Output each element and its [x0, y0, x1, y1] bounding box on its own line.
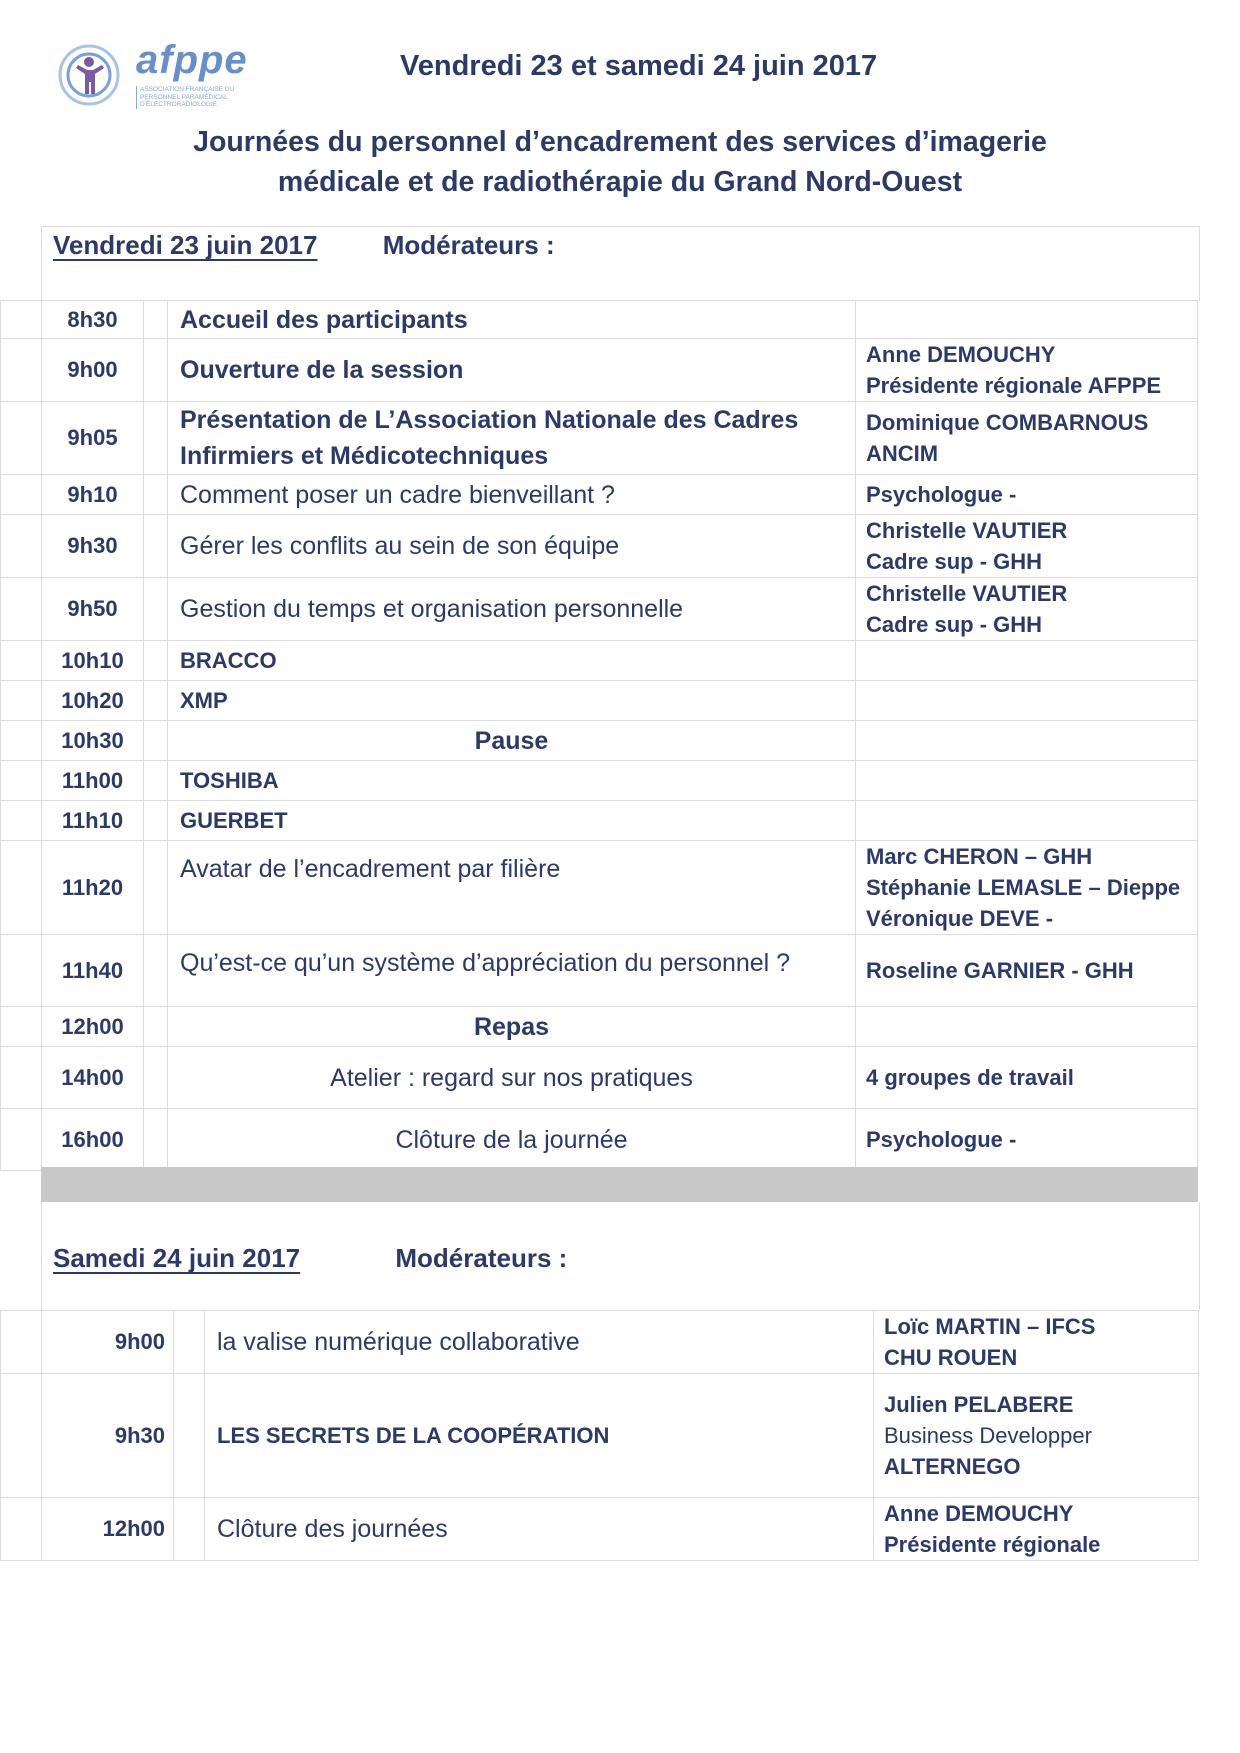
speaker-line: Christelle VAUTIER [866, 581, 1068, 606]
time-cell: 10h20 [42, 681, 144, 721]
time-cell: 8h30 [42, 301, 144, 339]
gap-cell [144, 515, 168, 578]
table-row [1, 339, 1198, 402]
row-margin-cell [1, 721, 42, 761]
gap-cell [144, 402, 168, 475]
speaker-line: Anne DEMOUCHY [884, 1501, 1074, 1526]
speaker-line: Christelle VAUTIER [866, 518, 1068, 543]
gap-cell [144, 681, 168, 721]
time-cell: 9h00 [42, 339, 144, 402]
speaker-line: CHU ROUEN [884, 1345, 1018, 1370]
session-label: Avatar de l’encadrement par filière [168, 841, 856, 935]
day2-date: Samedi 24 juin 2017 [53, 1243, 301, 1273]
time-cell: 9h00 [42, 1311, 174, 1374]
session-label: GUERBET [168, 801, 856, 841]
row-margin-cell [1, 1311, 42, 1374]
speaker-line: Cadre sup - GHH [866, 612, 1043, 637]
day2-schedule-table [0, 1310, 1199, 1561]
table-row [1, 641, 1198, 681]
gap-cell [144, 935, 168, 1007]
table-row [1, 1374, 1199, 1498]
time-cell: 9h05 [42, 402, 144, 475]
day1-moderators: Modérateurs : [382, 230, 555, 260]
time-cell: 10h30 [42, 721, 144, 761]
speaker-cell [856, 1109, 1198, 1171]
session-label: Pause [168, 721, 856, 761]
speaker-line: ANCIM [866, 441, 939, 466]
speaker-cell [856, 935, 1198, 1007]
row-margin-cell [1, 681, 42, 721]
title-line-2: médicale et de radiothérapie du Grand Nord-Ouest [277, 166, 963, 198]
speaker-line: Julien PELABERE [884, 1392, 1074, 1417]
speaker-line: Présidente régionale AFPPE [866, 373, 1162, 398]
speaker-cell [856, 301, 1198, 339]
day1-schedule-table [0, 300, 1198, 1171]
title-line-1: Journées du personnel d’encadrement des services d’imagerie [193, 126, 1047, 158]
speaker-line: Psychologue - [866, 482, 1017, 507]
speaker-line: Marc CHERON – GHH [866, 844, 1093, 869]
session-label: BRACCO [168, 641, 856, 681]
table-row [1, 1109, 1198, 1171]
speaker-line: Loïc MARTIN – IFCS [884, 1314, 1096, 1339]
row-margin-cell [1, 641, 42, 681]
gap-cell [174, 1498, 205, 1561]
speaker-cell [856, 475, 1198, 515]
day1-header [53, 230, 555, 261]
row-margin-cell [1, 1498, 42, 1561]
session-label: Repas [168, 1007, 856, 1047]
gap-cell [174, 1374, 205, 1498]
speaker-line: ALTERNEGO [884, 1454, 1021, 1479]
row-margin-cell [1, 578, 42, 641]
time-cell: 16h00 [42, 1109, 144, 1171]
logo-wordmark: afppe [136, 38, 248, 82]
row-margin-cell [1, 1374, 42, 1498]
table-row [1, 578, 1198, 641]
table-row [1, 935, 1198, 1007]
speaker-line: 4 groupes de travail [866, 1065, 1074, 1090]
speaker-line: Anne DEMOUCHY [866, 342, 1056, 367]
session-label: TOSHIBA [168, 761, 856, 801]
time-cell: 12h00 [42, 1498, 174, 1561]
time-cell: 11h20 [42, 841, 144, 935]
table-row [1, 1498, 1199, 1561]
gap-cell [144, 641, 168, 681]
speaker-cell [856, 681, 1198, 721]
gap-cell [144, 339, 168, 402]
session-label: Comment poser un cadre bienveillant ? [168, 475, 856, 515]
speaker-line: Dominique COMBARNOUS [866, 410, 1149, 435]
session-label: Présentation de L’Association Nationale des Cadres Infirmiers et Médicotechniques [168, 402, 856, 475]
table-row [1, 1047, 1198, 1109]
gap-cell [144, 761, 168, 801]
speaker-cell [856, 641, 1198, 681]
person-in-circles-icon [58, 44, 120, 106]
afppe-logo [58, 38, 268, 116]
session-label: LES SECRETS DE LA COOPÉRATION [205, 1374, 874, 1498]
day1-date: Vendredi 23 juin 2017 [53, 230, 318, 260]
session-label: Gérer les conflits au sein de son équipe [168, 515, 856, 578]
row-margin-cell [1, 402, 42, 475]
table-row [1, 721, 1198, 761]
time-cell: 11h10 [42, 801, 144, 841]
table-row [1, 801, 1198, 841]
time-cell: 10h10 [42, 641, 144, 681]
speaker-cell [856, 515, 1198, 578]
table-row [1, 475, 1198, 515]
speaker-line: Psychologue - [866, 1127, 1017, 1152]
speaker-cell [856, 841, 1198, 935]
time-cell: 14h00 [42, 1047, 144, 1109]
speaker-cell [856, 801, 1198, 841]
row-margin-cell [1, 339, 42, 402]
row-margin-cell [1, 761, 42, 801]
table-row [1, 761, 1198, 801]
day2-moderators: Modérateurs : [395, 1243, 568, 1273]
table-row [1, 1311, 1199, 1374]
speaker-line: Véronique DEVE - [866, 906, 1054, 931]
time-cell: 9h30 [42, 1374, 174, 1498]
row-margin-cell [1, 801, 42, 841]
gap-cell [144, 721, 168, 761]
row-margin-cell [1, 475, 42, 515]
speaker-cell [856, 578, 1198, 641]
time-cell: 9h10 [42, 475, 144, 515]
gap-cell [144, 841, 168, 935]
row-margin-cell [1, 515, 42, 578]
speaker-cell [856, 1007, 1198, 1047]
speaker-line: Roseline GARNIER - GHH [866, 958, 1134, 983]
session-label: Qu’est-ce qu’un système d’appréciation du personnel ? [168, 935, 856, 1007]
row-margin-cell [1, 841, 42, 935]
gap-cell [144, 1007, 168, 1047]
day2-header [53, 1243, 567, 1274]
table-row [1, 402, 1198, 475]
speaker-line: Cadre sup - GHH [866, 549, 1043, 574]
session-label: Atelier : regard sur nos pratiques [168, 1047, 856, 1109]
gap-cell [174, 1311, 205, 1374]
table-row [1, 1007, 1198, 1047]
time-cell: 11h40 [42, 935, 144, 1007]
day-separator-bar [41, 1167, 1198, 1202]
speaker-line: Stéphanie LEMASLE – Dieppe [866, 875, 1181, 900]
speaker-cell [874, 1374, 1199, 1498]
row-margin-cell [1, 1047, 42, 1109]
speaker-line: Business Developper [884, 1423, 1092, 1448]
speaker-cell [856, 402, 1198, 475]
speaker-cell [856, 339, 1198, 402]
session-label: Clôture des journées [205, 1498, 874, 1561]
speaker-cell [874, 1498, 1199, 1561]
event-dates: Vendredi 23 et samedi 24 juin 2017 [400, 50, 878, 82]
session-label: Clôture de la journée [168, 1109, 856, 1171]
gap-cell [144, 301, 168, 339]
row-margin-cell [1, 935, 42, 1007]
gap-cell [144, 1109, 168, 1171]
row-margin-cell [1, 1007, 42, 1047]
logo-subtitle: ASSOCIATION FRANÇAISE DU PERSONNEL PARAMÉDICAL D'ÉLECTRORADIOLOGIE [136, 86, 270, 109]
speaker-cell [856, 761, 1198, 801]
time-cell: 11h00 [42, 761, 144, 801]
gap-cell [144, 801, 168, 841]
table-row [1, 681, 1198, 721]
session-label: Accueil des participants [168, 301, 856, 339]
time-cell: 9h50 [42, 578, 144, 641]
session-label: Ouverture de la session [168, 339, 856, 402]
table-row [1, 301, 1198, 339]
speaker-cell [856, 721, 1198, 761]
speaker-cell [856, 1047, 1198, 1109]
page-title [150, 122, 1090, 202]
row-margin-cell [1, 1109, 42, 1171]
session-label: Gestion du temps et organisation personnelle [168, 578, 856, 641]
table-row [1, 841, 1198, 935]
session-label: la valise numérique collaborative [205, 1311, 874, 1374]
gap-cell [144, 1047, 168, 1109]
row-margin-cell [1, 301, 42, 339]
speaker-line: Présidente régionale [884, 1532, 1101, 1557]
gap-cell [144, 578, 168, 641]
speaker-cell [874, 1311, 1199, 1374]
session-label: XMP [168, 681, 856, 721]
time-cell: 9h30 [42, 515, 144, 578]
gap-cell [144, 475, 168, 515]
table-row [1, 515, 1198, 578]
time-cell: 12h00 [42, 1007, 144, 1047]
